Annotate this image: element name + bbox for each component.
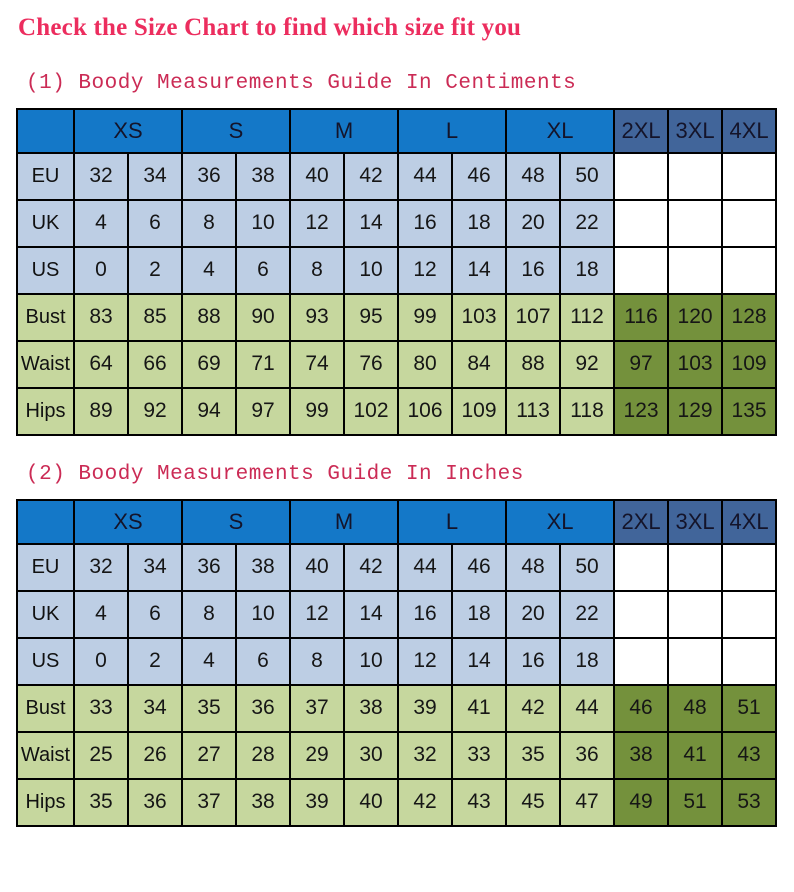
size-cell: 80 bbox=[398, 341, 452, 388]
size-cell bbox=[722, 153, 776, 200]
size-cell: 88 bbox=[506, 341, 560, 388]
size-cell: 84 bbox=[452, 341, 506, 388]
size-cell: 51 bbox=[722, 685, 776, 732]
size-cell: 116 bbox=[614, 294, 668, 341]
size-cell: 71 bbox=[236, 341, 290, 388]
size-cell: 37 bbox=[290, 685, 344, 732]
size-cell: 10 bbox=[344, 638, 398, 685]
size-cell: 40 bbox=[290, 153, 344, 200]
size-cell bbox=[614, 247, 668, 294]
size-cell: 99 bbox=[290, 388, 344, 435]
size-cell: 26 bbox=[128, 732, 182, 779]
size-cell bbox=[668, 591, 722, 638]
size-cell: 74 bbox=[290, 341, 344, 388]
table-row-waist bbox=[17, 732, 776, 779]
size-cell: 35 bbox=[182, 685, 236, 732]
size-cell: 12 bbox=[398, 247, 452, 294]
size-cell: 34 bbox=[128, 153, 182, 200]
size-cell bbox=[722, 638, 776, 685]
size-cell: 129 bbox=[668, 388, 722, 435]
size-cell: 14 bbox=[344, 591, 398, 638]
table-row-hips bbox=[17, 388, 776, 435]
size-cell: 37 bbox=[182, 779, 236, 826]
size-cell: 41 bbox=[452, 685, 506, 732]
size-cell: 12 bbox=[290, 591, 344, 638]
size-chart-page bbox=[0, 12, 794, 827]
size-col-header-m: M bbox=[290, 500, 398, 544]
size-table-centimeters bbox=[16, 108, 777, 436]
row-label: Waist bbox=[17, 732, 74, 779]
size-cell: 8 bbox=[182, 200, 236, 247]
size-col-header-l: L bbox=[398, 500, 506, 544]
size-cell: 48 bbox=[668, 685, 722, 732]
size-header-row bbox=[17, 500, 776, 544]
size-cell: 46 bbox=[452, 544, 506, 591]
size-table-inches bbox=[16, 499, 777, 827]
size-header-row bbox=[17, 109, 776, 153]
table-row-bust bbox=[17, 294, 776, 341]
size-cell: 95 bbox=[344, 294, 398, 341]
size-cell: 109 bbox=[722, 341, 776, 388]
row-label: US bbox=[17, 247, 74, 294]
size-cell: 0 bbox=[74, 247, 128, 294]
size-cell: 92 bbox=[128, 388, 182, 435]
size-cell: 35 bbox=[506, 732, 560, 779]
size-cell: 109 bbox=[452, 388, 506, 435]
size-cell: 12 bbox=[290, 200, 344, 247]
size-cell: 43 bbox=[452, 779, 506, 826]
size-col-header-xl: XL bbox=[506, 500, 614, 544]
table-row-eu bbox=[17, 153, 776, 200]
size-cell: 41 bbox=[668, 732, 722, 779]
size-cell: 2 bbox=[128, 247, 182, 294]
size-cell: 10 bbox=[236, 200, 290, 247]
size-cell: 69 bbox=[182, 341, 236, 388]
size-cell: 27 bbox=[182, 732, 236, 779]
row-label: Bust bbox=[17, 294, 74, 341]
size-cell: 48 bbox=[506, 153, 560, 200]
table-row-us bbox=[17, 247, 776, 294]
size-cell: 40 bbox=[344, 779, 398, 826]
size-cell: 33 bbox=[74, 685, 128, 732]
table-row-waist bbox=[17, 341, 776, 388]
size-cell: 20 bbox=[506, 591, 560, 638]
size-cell: 6 bbox=[128, 591, 182, 638]
size-cell: 36 bbox=[560, 732, 614, 779]
row-label: EU bbox=[17, 153, 74, 200]
size-cell: 99 bbox=[398, 294, 452, 341]
size-cell: 22 bbox=[560, 591, 614, 638]
table-row-eu bbox=[17, 544, 776, 591]
size-cell: 43 bbox=[722, 732, 776, 779]
size-cell: 16 bbox=[398, 200, 452, 247]
size-cell: 97 bbox=[236, 388, 290, 435]
size-cell: 8 bbox=[182, 591, 236, 638]
size-cell: 107 bbox=[506, 294, 560, 341]
size-col-header-s: S bbox=[182, 109, 290, 153]
size-cell bbox=[722, 544, 776, 591]
size-cell: 106 bbox=[398, 388, 452, 435]
row-label: Bust bbox=[17, 685, 74, 732]
size-cell: 103 bbox=[452, 294, 506, 341]
size-cell bbox=[614, 153, 668, 200]
section-heading-inches: (2) Boody Measurements Guide In Inches bbox=[26, 462, 524, 486]
size-cell: 53 bbox=[722, 779, 776, 826]
row-label: EU bbox=[17, 544, 74, 591]
size-cell: 38 bbox=[344, 685, 398, 732]
size-cell: 113 bbox=[506, 388, 560, 435]
size-cell: 18 bbox=[452, 591, 506, 638]
size-cell: 18 bbox=[560, 638, 614, 685]
size-cell: 118 bbox=[560, 388, 614, 435]
size-cell: 89 bbox=[74, 388, 128, 435]
table-row-hips bbox=[17, 779, 776, 826]
size-cell: 10 bbox=[236, 591, 290, 638]
size-cell: 102 bbox=[344, 388, 398, 435]
size-cell: 25 bbox=[74, 732, 128, 779]
size-cell: 35 bbox=[74, 779, 128, 826]
size-cell: 14 bbox=[452, 247, 506, 294]
size-cell: 10 bbox=[344, 247, 398, 294]
row-label: Hips bbox=[17, 388, 74, 435]
size-cell: 42 bbox=[344, 153, 398, 200]
size-cell: 4 bbox=[74, 200, 128, 247]
size-cell: 128 bbox=[722, 294, 776, 341]
size-cell: 22 bbox=[560, 200, 614, 247]
size-cell: 66 bbox=[128, 341, 182, 388]
size-cell: 94 bbox=[182, 388, 236, 435]
size-cell: 47 bbox=[560, 779, 614, 826]
size-col-header-xl: XL bbox=[506, 109, 614, 153]
size-cell: 88 bbox=[182, 294, 236, 341]
size-cell: 42 bbox=[506, 685, 560, 732]
size-cell: 85 bbox=[128, 294, 182, 341]
size-col-header-4xl: 4XL bbox=[722, 500, 776, 544]
size-col-header-4xl: 4XL bbox=[722, 109, 776, 153]
size-cell: 123 bbox=[614, 388, 668, 435]
size-cell: 6 bbox=[236, 247, 290, 294]
size-cell: 32 bbox=[74, 153, 128, 200]
size-cell: 36 bbox=[182, 544, 236, 591]
row-label: UK bbox=[17, 200, 74, 247]
size-cell bbox=[668, 544, 722, 591]
size-cell bbox=[722, 200, 776, 247]
size-cell bbox=[722, 247, 776, 294]
table-row-uk bbox=[17, 200, 776, 247]
size-cell bbox=[614, 544, 668, 591]
size-cell bbox=[614, 591, 668, 638]
size-cell: 29 bbox=[290, 732, 344, 779]
table-row-bust bbox=[17, 685, 776, 732]
size-cell: 36 bbox=[236, 685, 290, 732]
size-cell bbox=[614, 638, 668, 685]
page-title: Check the Size Chart to find which size fit you bbox=[18, 14, 522, 41]
size-col-header-m: M bbox=[290, 109, 398, 153]
table-row-uk bbox=[17, 591, 776, 638]
size-cell: 28 bbox=[236, 732, 290, 779]
size-col-header-xs: XS bbox=[74, 109, 182, 153]
size-cell: 64 bbox=[74, 341, 128, 388]
size-cell: 38 bbox=[614, 732, 668, 779]
size-cell: 42 bbox=[398, 779, 452, 826]
size-cell bbox=[668, 153, 722, 200]
size-cell bbox=[668, 247, 722, 294]
size-col-header-3xl: 3XL bbox=[668, 109, 722, 153]
corner-cell bbox=[17, 109, 74, 153]
row-label: UK bbox=[17, 591, 74, 638]
size-cell: 50 bbox=[560, 153, 614, 200]
size-cell: 38 bbox=[236, 153, 290, 200]
size-cell bbox=[722, 591, 776, 638]
size-col-header-3xl: 3XL bbox=[668, 500, 722, 544]
size-cell: 32 bbox=[74, 544, 128, 591]
size-cell: 14 bbox=[344, 200, 398, 247]
row-label: Waist bbox=[17, 341, 74, 388]
table-row-us bbox=[17, 638, 776, 685]
size-cell: 44 bbox=[560, 685, 614, 732]
size-cell: 44 bbox=[398, 153, 452, 200]
size-cell: 112 bbox=[560, 294, 614, 341]
size-cell: 97 bbox=[614, 341, 668, 388]
size-cell: 8 bbox=[290, 247, 344, 294]
size-cell: 90 bbox=[236, 294, 290, 341]
size-cell: 36 bbox=[128, 779, 182, 826]
size-cell: 4 bbox=[182, 247, 236, 294]
size-col-header-2xl: 2XL bbox=[614, 109, 668, 153]
size-cell: 8 bbox=[290, 638, 344, 685]
size-cell bbox=[614, 200, 668, 247]
size-cell: 39 bbox=[290, 779, 344, 826]
size-cell: 46 bbox=[614, 685, 668, 732]
size-cell: 4 bbox=[182, 638, 236, 685]
size-cell: 34 bbox=[128, 685, 182, 732]
size-cell: 6 bbox=[236, 638, 290, 685]
size-cell: 45 bbox=[506, 779, 560, 826]
size-cell: 49 bbox=[614, 779, 668, 826]
size-cell: 14 bbox=[452, 638, 506, 685]
size-cell: 38 bbox=[236, 779, 290, 826]
size-cell: 6 bbox=[128, 200, 182, 247]
size-cell: 16 bbox=[506, 638, 560, 685]
size-cell: 103 bbox=[668, 341, 722, 388]
size-cell bbox=[668, 638, 722, 685]
size-cell: 34 bbox=[128, 544, 182, 591]
size-cell: 51 bbox=[668, 779, 722, 826]
size-cell: 16 bbox=[398, 591, 452, 638]
size-cell: 92 bbox=[560, 341, 614, 388]
size-cell: 0 bbox=[74, 638, 128, 685]
section-heading-centimeters: (1) Boody Measurements Guide In Centiments bbox=[26, 71, 577, 95]
size-cell: 12 bbox=[398, 638, 452, 685]
size-cell: 38 bbox=[236, 544, 290, 591]
size-cell: 36 bbox=[182, 153, 236, 200]
size-cell: 46 bbox=[452, 153, 506, 200]
row-label: Hips bbox=[17, 779, 74, 826]
size-cell: 83 bbox=[74, 294, 128, 341]
size-cell: 93 bbox=[290, 294, 344, 341]
size-cell: 76 bbox=[344, 341, 398, 388]
size-cell: 44 bbox=[398, 544, 452, 591]
size-cell: 32 bbox=[398, 732, 452, 779]
size-cell: 135 bbox=[722, 388, 776, 435]
size-cell bbox=[668, 200, 722, 247]
size-cell: 40 bbox=[290, 544, 344, 591]
size-cell: 42 bbox=[344, 544, 398, 591]
size-cell: 48 bbox=[506, 544, 560, 591]
size-col-header-xs: XS bbox=[74, 500, 182, 544]
size-cell: 20 bbox=[506, 200, 560, 247]
row-label: US bbox=[17, 638, 74, 685]
corner-cell bbox=[17, 500, 74, 544]
size-cell: 18 bbox=[452, 200, 506, 247]
size-cell: 4 bbox=[74, 591, 128, 638]
size-cell: 30 bbox=[344, 732, 398, 779]
size-cell: 120 bbox=[668, 294, 722, 341]
size-cell: 50 bbox=[560, 544, 614, 591]
size-cell: 2 bbox=[128, 638, 182, 685]
size-cell: 16 bbox=[506, 247, 560, 294]
size-cell: 18 bbox=[560, 247, 614, 294]
size-col-header-l: L bbox=[398, 109, 506, 153]
size-col-header-s: S bbox=[182, 500, 290, 544]
size-cell: 33 bbox=[452, 732, 506, 779]
size-cell: 39 bbox=[398, 685, 452, 732]
size-col-header-2xl: 2XL bbox=[614, 500, 668, 544]
